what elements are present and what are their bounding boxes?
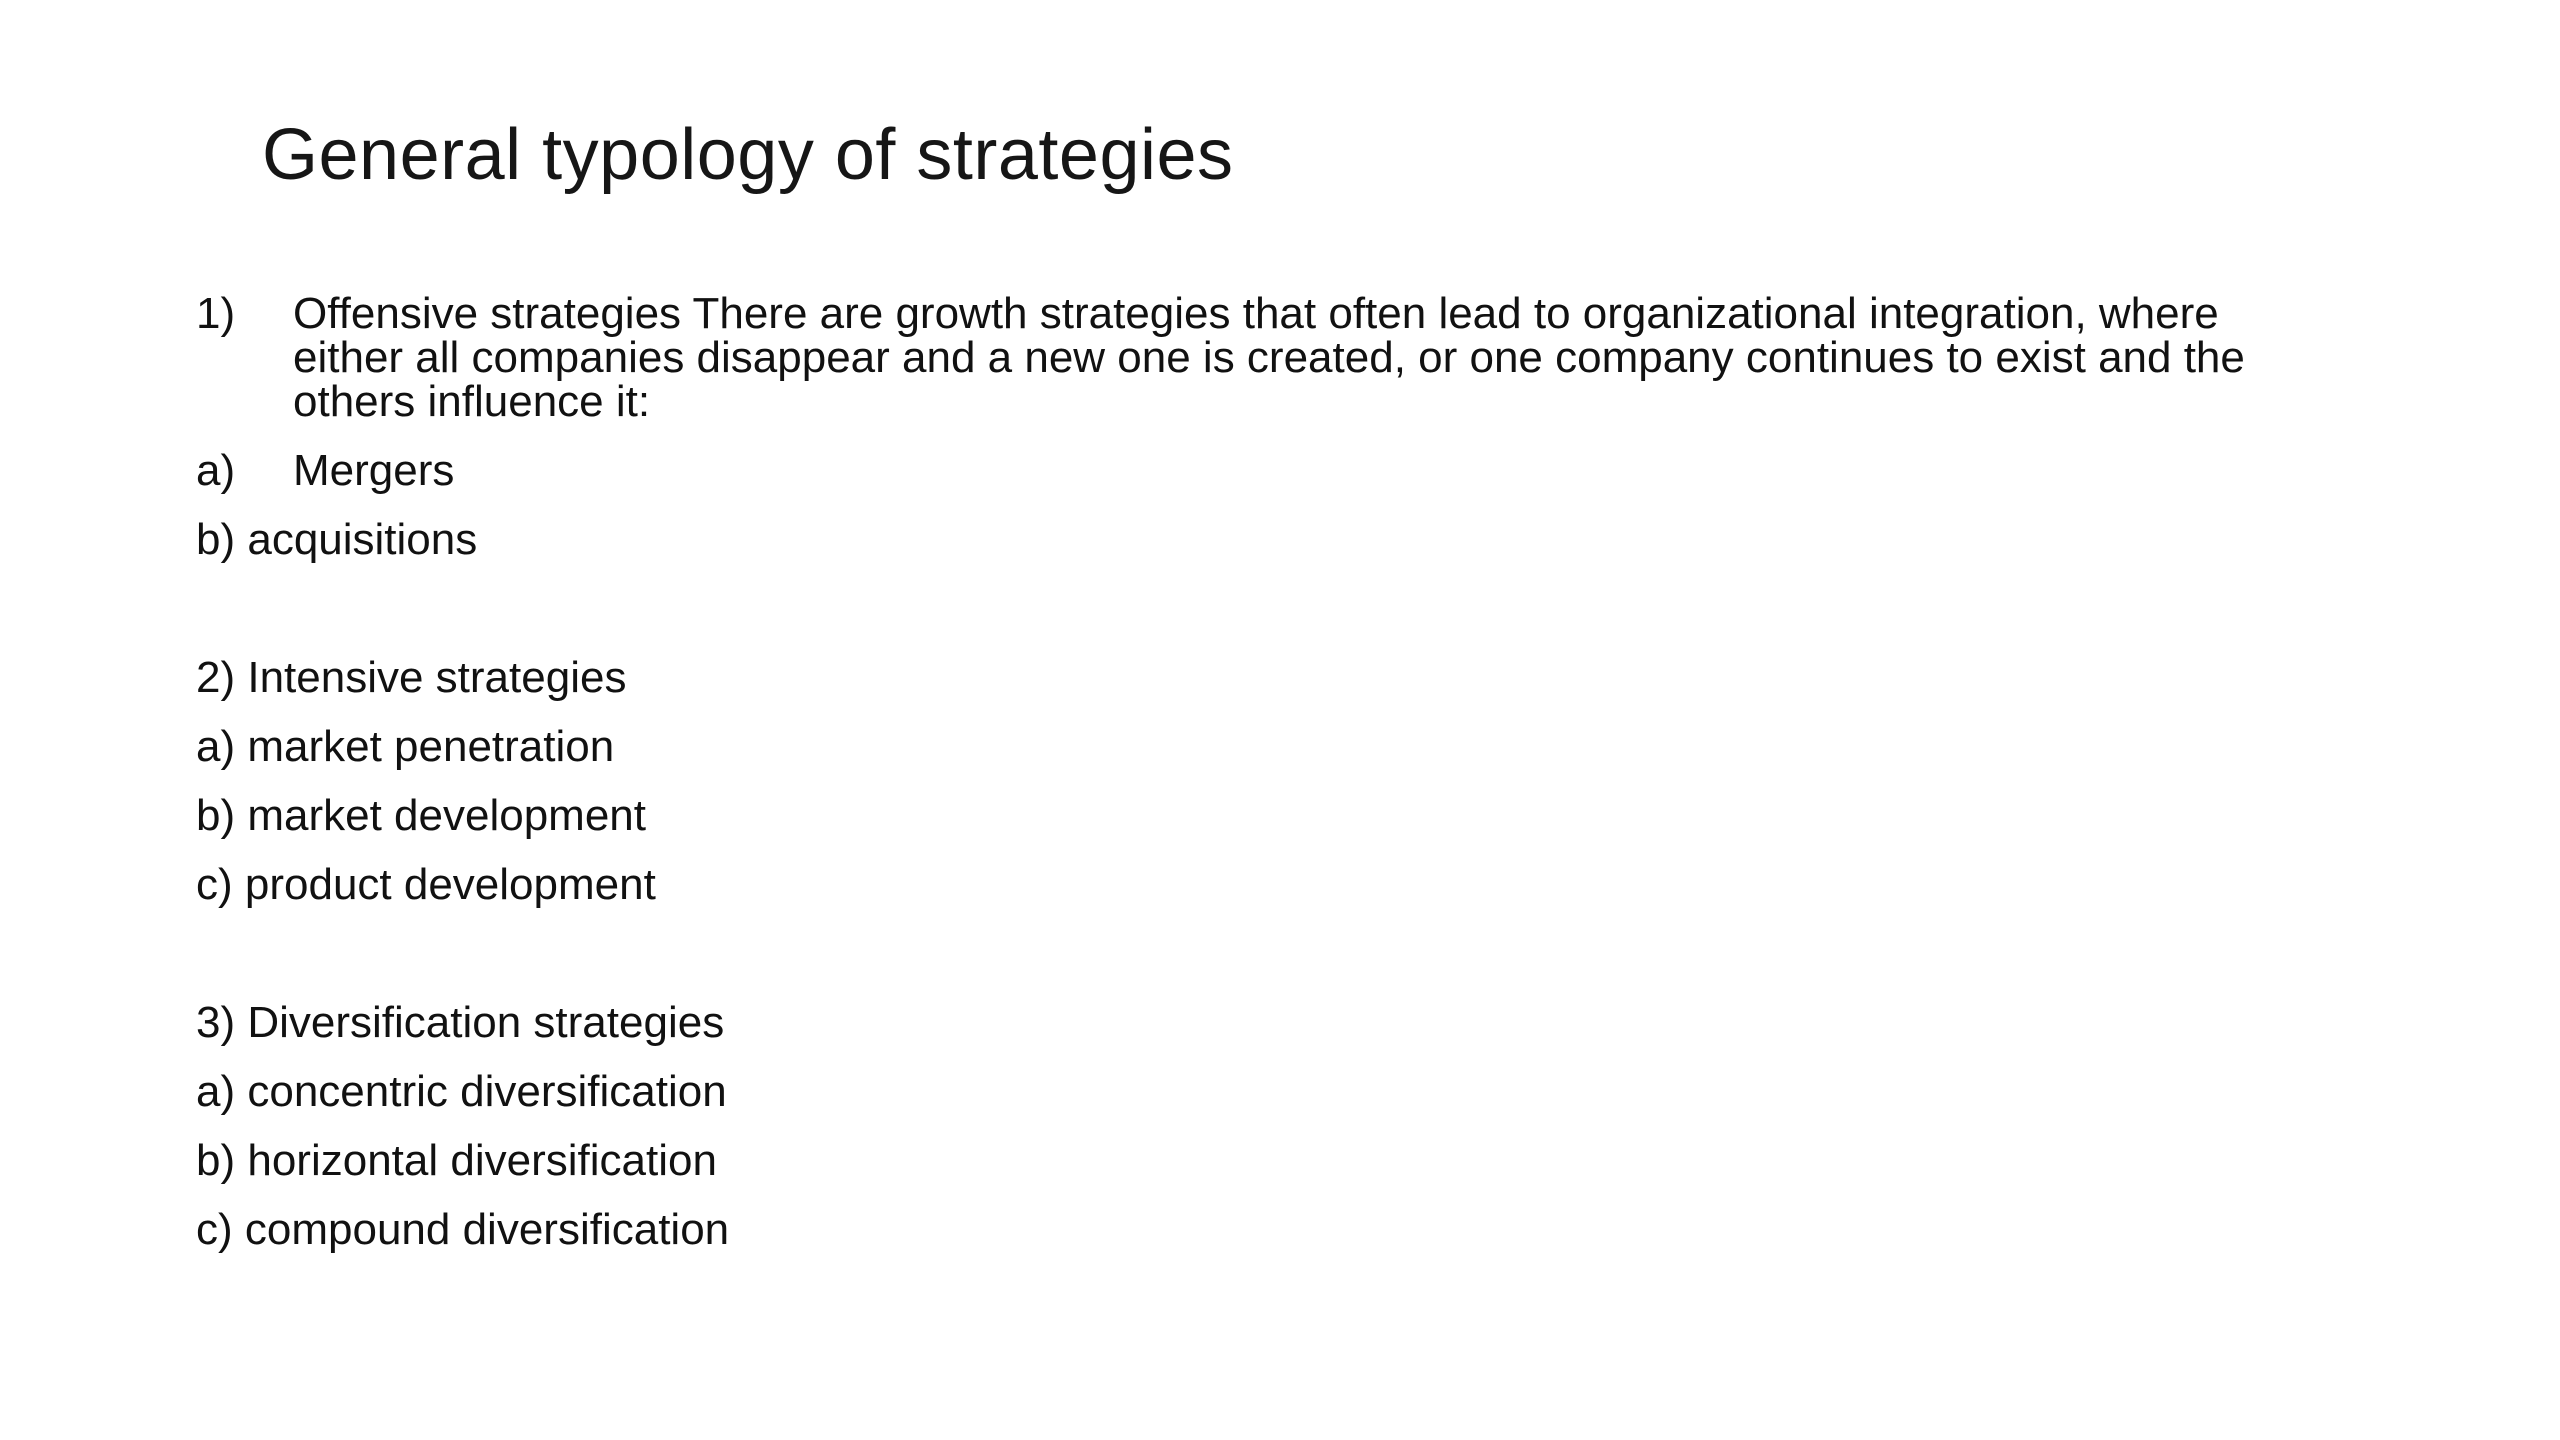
list-item-offensive-strategies	[196, 289, 2293, 426]
list-marker: a)	[196, 446, 236, 495]
slide-title: General typology of strategies	[262, 115, 1234, 195]
list-item-compound-diversification: c) compound diversification	[196, 1205, 730, 1254]
list-item-intensive-strategies: 2) Intensive strategies	[196, 653, 627, 702]
list-item-concentric-diversification: a) concentric diversification	[196, 1067, 727, 1116]
list-item-horizontal-diversification: b) horizontal diversification	[196, 1136, 717, 1185]
list-item-diversification-strategies: 3) Diversification strategies	[196, 998, 725, 1047]
slide-body-textbox	[196, 289, 2293, 1277]
list-text: Offensive strategies There are growth strategies that often lead to organizational integration, where either all companies disappear and a new one is created, or one company continues to exist and the others influence it:	[293, 289, 2245, 426]
list-marker: 1)	[196, 289, 236, 338]
list-text: Mergers	[293, 446, 455, 495]
list-item-mergers	[196, 446, 2293, 495]
list-item-product-development: c) product development	[196, 860, 656, 909]
list-item-market-penetration: a) market penetration	[196, 722, 615, 771]
list-item-market-development: b) market development	[196, 791, 646, 840]
list-item-acquisitions: b) acquisitions	[196, 515, 478, 564]
